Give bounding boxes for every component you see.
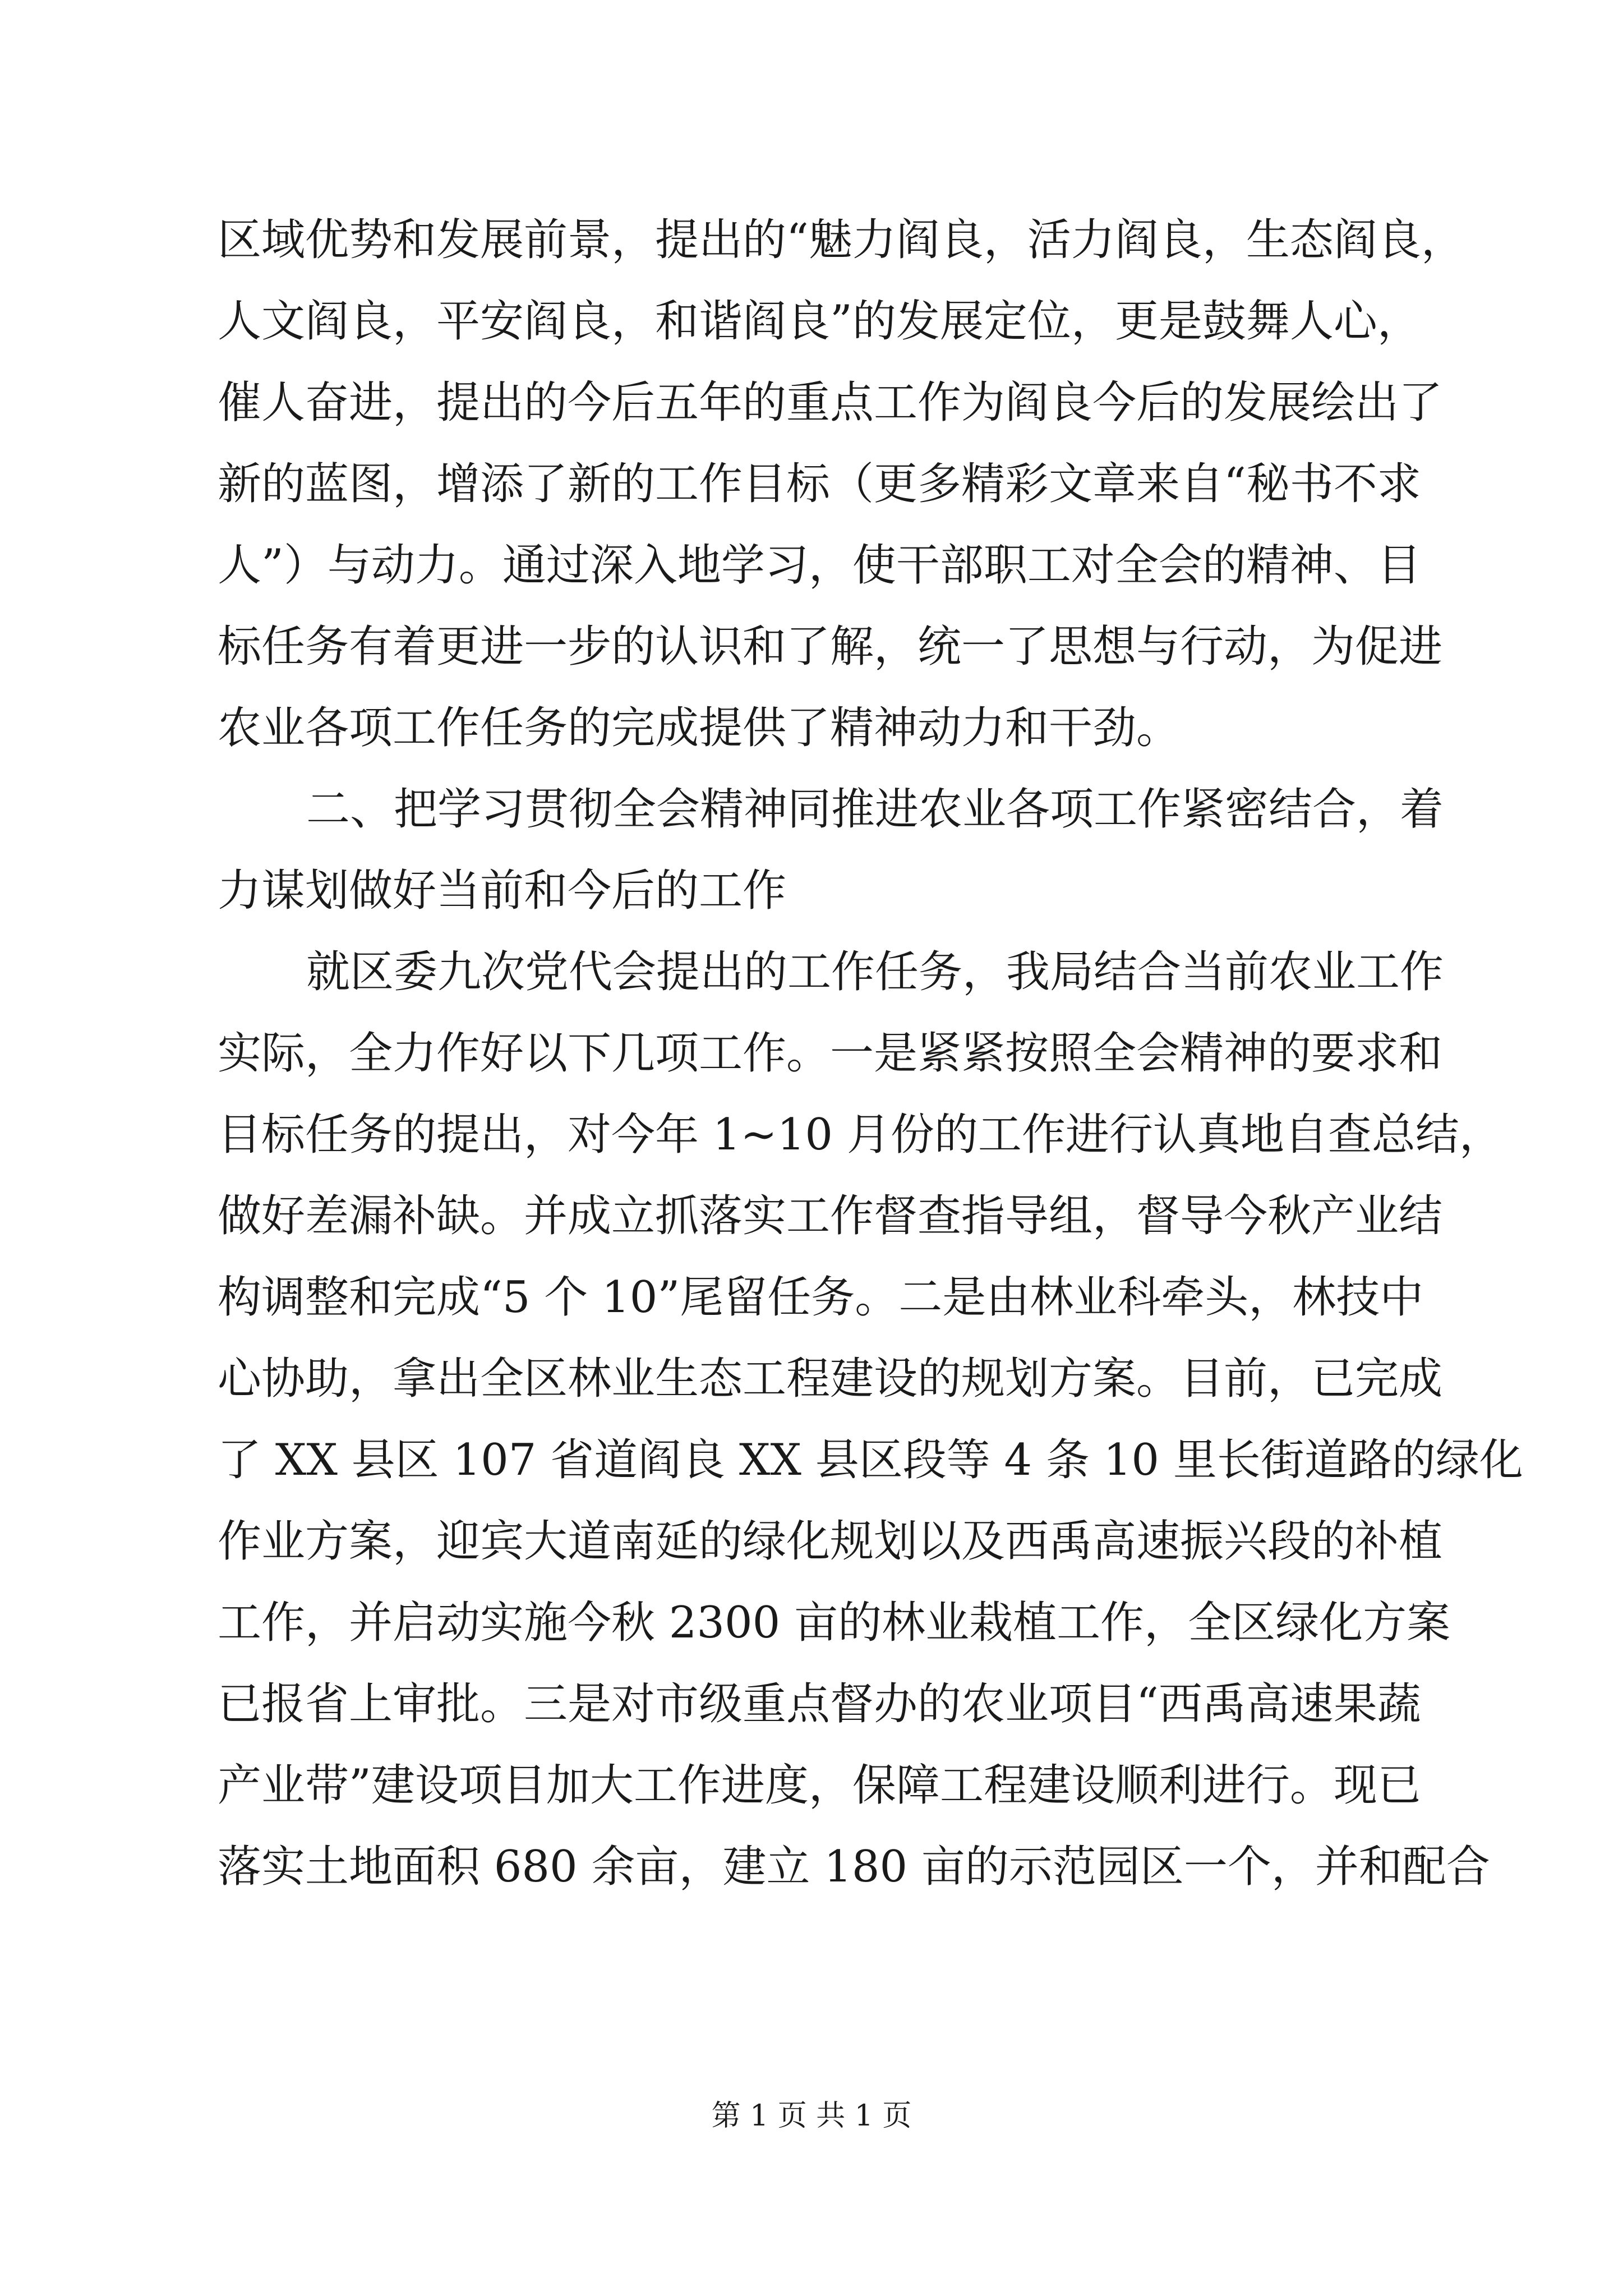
text-line: 做好差漏补缺。并成立抓落实工作督查指导组，督导今秋产业结 <box>218 1191 1443 1241</box>
text-line: 工作，并启动实施今秋 2300 亩的林业栽植工作，全区绿化方案 <box>218 1598 1451 1648</box>
text-line: 目标任务的提出，对今年 1~10 月份的工作进行认真地自查总结， <box>218 1110 1503 1160</box>
text-line: 心协助，拿出全区林业生态工程建设的规划方案。目前，已完成 <box>218 1354 1443 1404</box>
text-line: 已报省上审批。三是对市级重点督办的农业项目“西禹高速果蔬 <box>218 1679 1421 1729</box>
text-line: 作业方案，迎宾大道南延的绿化规划以及西禹高速振兴段的补植 <box>218 1516 1443 1567</box>
text-line: 新的蓝图，增添了新的工作目标（更多精彩文章来自“秘书不求 <box>218 459 1421 509</box>
page-number-footer: 第 1 页 共 1 页 <box>711 2099 912 2133</box>
text-line: 落实土地面积 680 余亩，建立 180 亩的示范园区一个，并和配合 <box>218 1842 1490 1892</box>
section-heading-line: 二、把学习贯彻全会精神同推进农业各项工作紧密结合，着 <box>306 784 1444 835</box>
text-line: 实际，全力作好以下几项工作。一是紧紧按照全会精神的要求和 <box>218 1028 1443 1079</box>
text-line: 了 XX 县区 107 省道阎良 XX 县区段等 4 条 10 里长街道路的绿化 <box>218 1435 1523 1485</box>
text-line: 农业各项工作任务的完成提供了精神动力和干劲。 <box>218 703 1181 753</box>
text-line: 区域优势和发展前景，提出的“魅力阎良，活力阎良，生态阎良， <box>218 215 1465 265</box>
text-line: 构调整和完成“5 个 10”尾留任务。二是由林业科牵头，林技中 <box>218 1272 1424 1323</box>
section-heading-line: 力谋划做好当前和今后的工作 <box>218 866 787 916</box>
text-line: 标任务有着更进一步的认识和了解，统一了思想与行动，为促进 <box>218 622 1443 672</box>
text-line: 人文阎良，平安阎良，和谐阎良”的发展定位，更是鼓舞人心， <box>218 296 1421 347</box>
text-line: 催人奋进，提出的今后五年的重点工作为阎良今后的发展绘出了 <box>218 378 1443 428</box>
text-line: 产业带”建设项目加大工作进度，保障工程建设顺利进行。现已 <box>218 1760 1421 1811</box>
text-line: 就区委九次党代会提出的工作任务，我局结合当前农业工作 <box>306 947 1444 997</box>
text-line: 人”）与动力。通过深入地学习，使干部职工对全会的精神、目 <box>218 540 1421 591</box>
